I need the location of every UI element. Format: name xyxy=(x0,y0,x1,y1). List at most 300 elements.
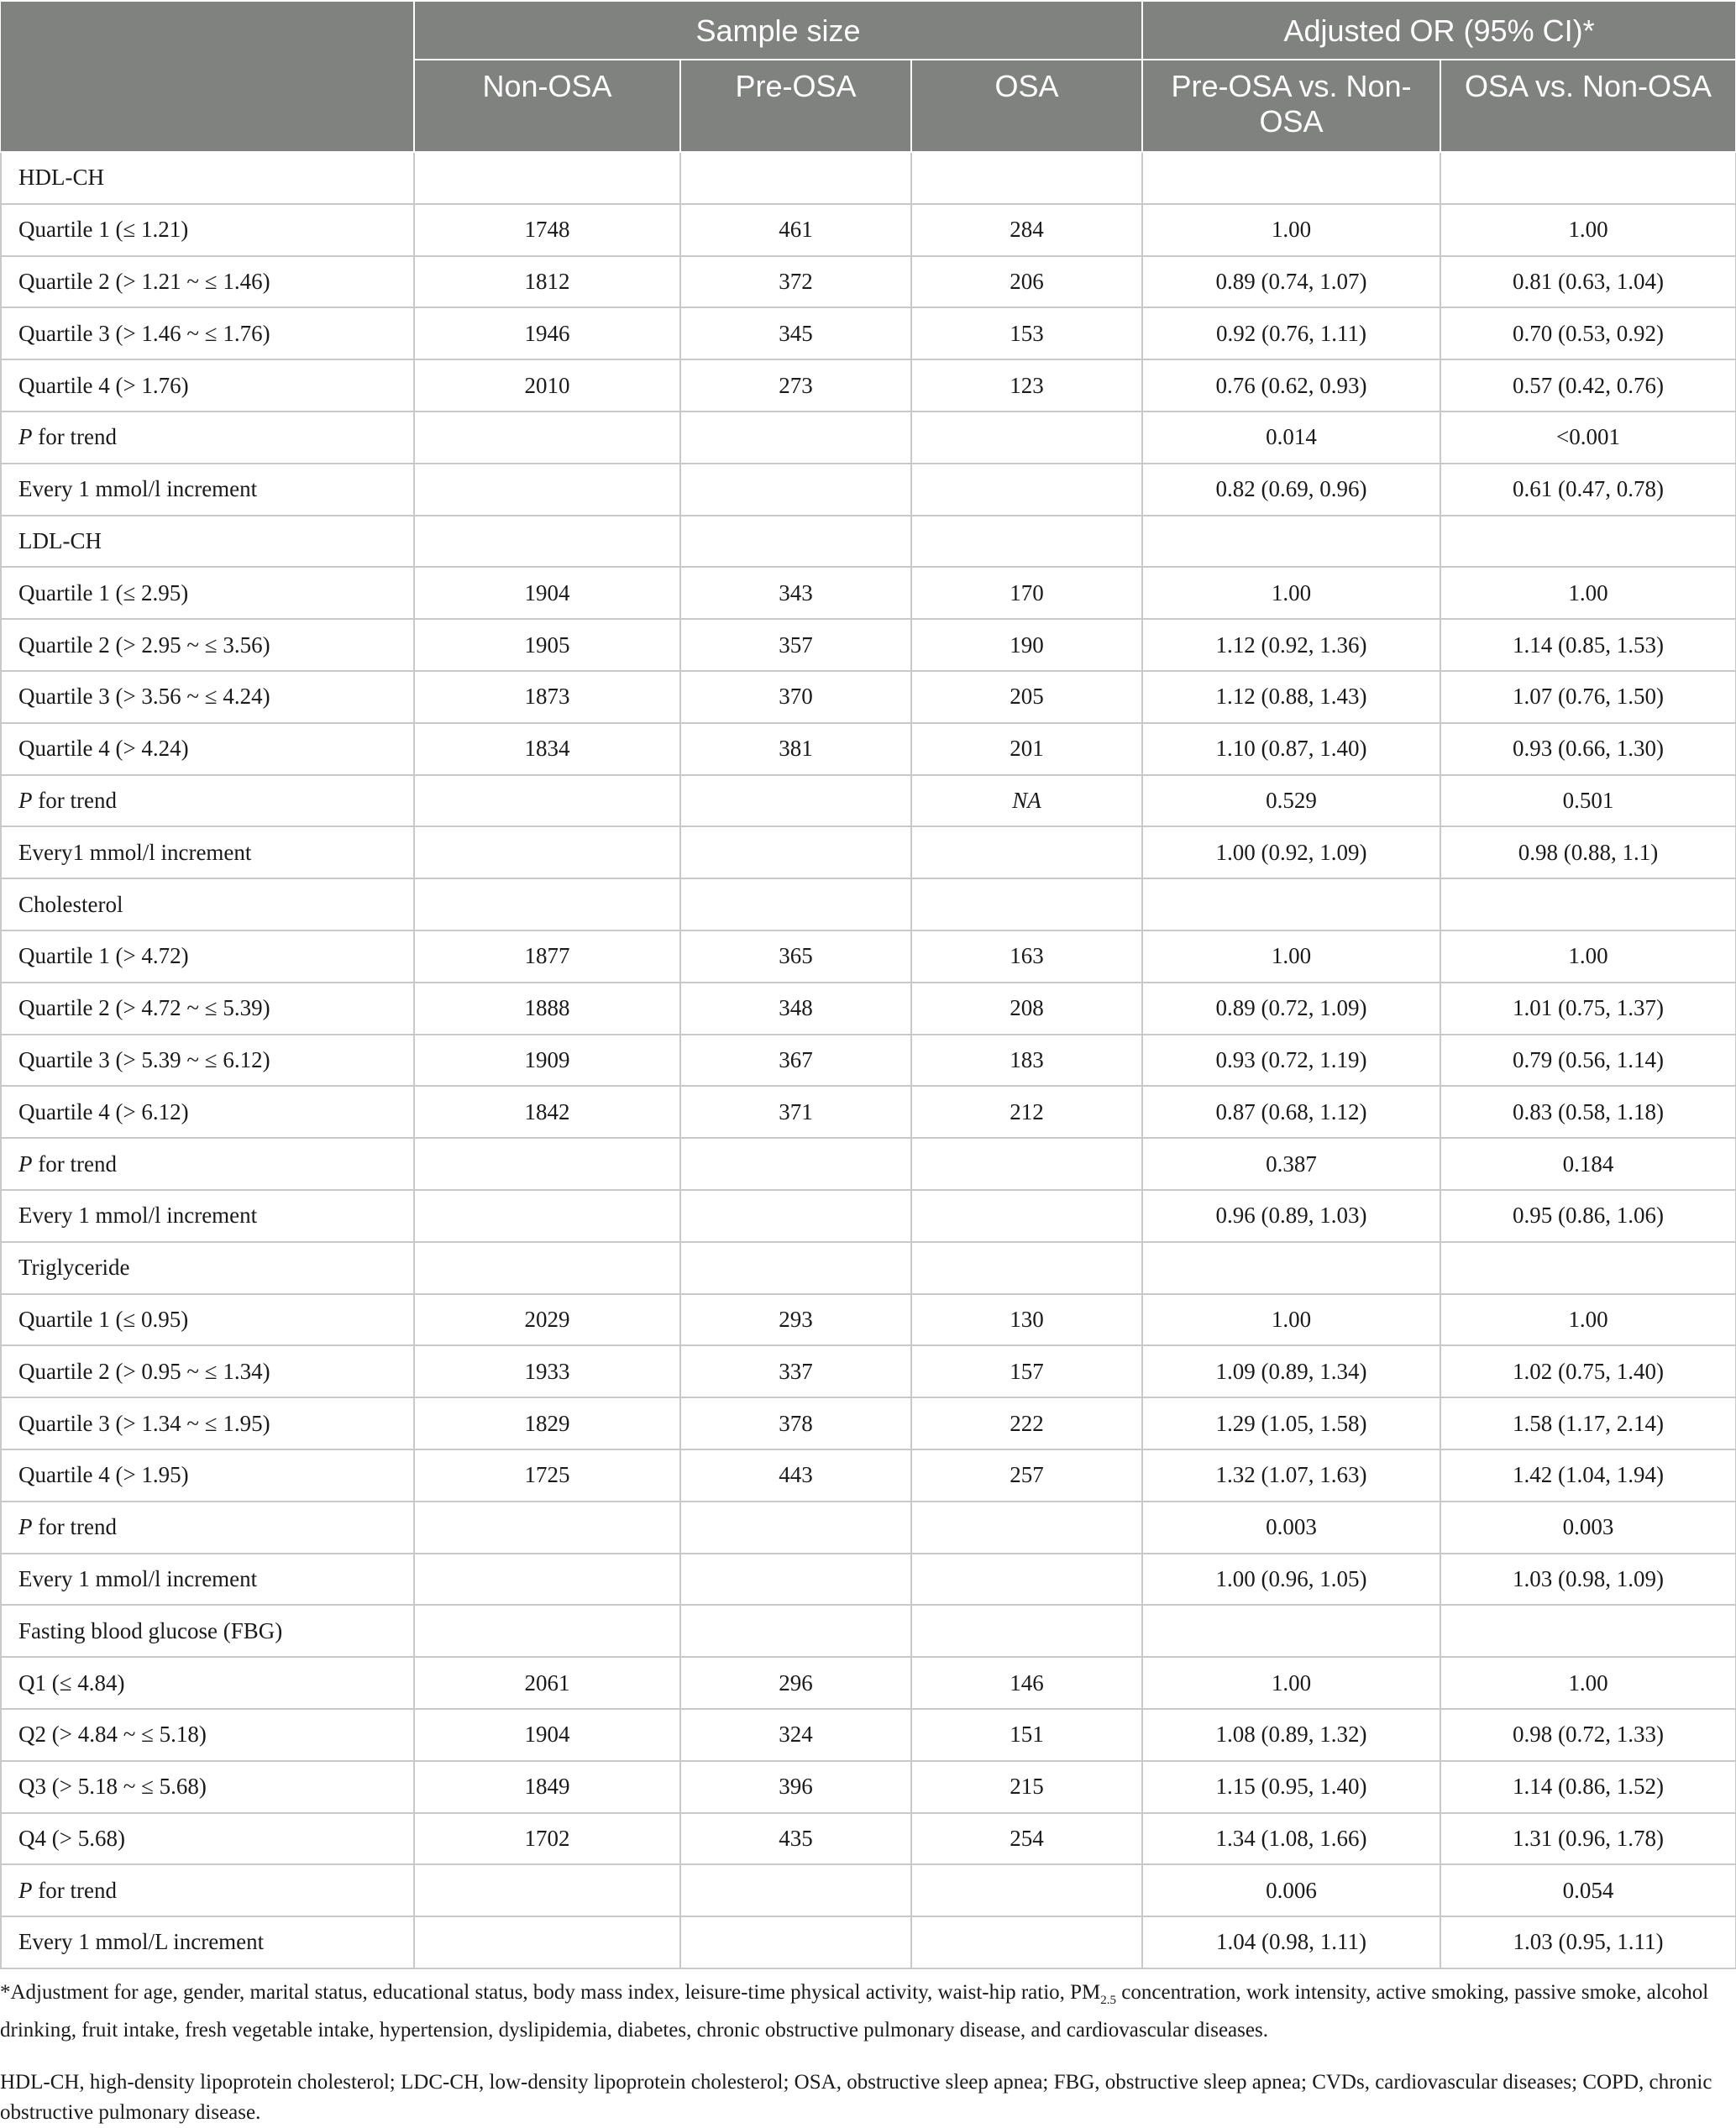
cell-or1 xyxy=(1142,152,1440,204)
cell-non: 1748 xyxy=(414,204,680,256)
cell-or1: 1.00 (0.96, 1.05) xyxy=(1142,1554,1440,1606)
table-row xyxy=(1,516,1736,568)
cell-pre: 348 xyxy=(680,983,911,1035)
row-label-text: for trend xyxy=(32,787,117,813)
table-row xyxy=(1,1813,1736,1865)
row-label-text: Quartile 2 (> 4.72 ~ ≤ 5.39) xyxy=(18,995,270,1021)
cell-osa: 163 xyxy=(911,930,1142,983)
cell-or1: 1.00 xyxy=(1142,567,1440,619)
cell-pre: 371 xyxy=(680,1086,911,1138)
cell-or2: 1.00 xyxy=(1440,204,1736,256)
cell-pre xyxy=(680,516,911,568)
cell-osa: 146 xyxy=(911,1657,1142,1709)
cell-or1: 1.34 (1.08, 1.66) xyxy=(1142,1813,1440,1865)
cell-non xyxy=(414,516,680,568)
cell-or2: 1.14 (0.86, 1.52) xyxy=(1440,1761,1736,1813)
table-row xyxy=(1,1397,1736,1449)
cell-osa: 153 xyxy=(911,307,1142,359)
cell-or1: 0.529 xyxy=(1142,775,1440,827)
cell-osa xyxy=(911,464,1142,516)
cell-osa xyxy=(911,411,1142,464)
table-row xyxy=(1,1916,1736,1968)
cell-or1: 0.387 xyxy=(1142,1138,1440,1190)
cell-or2 xyxy=(1440,878,1736,930)
cell-or2: 0.61 (0.47, 0.78) xyxy=(1440,464,1736,516)
row-label-text: for trend xyxy=(32,424,117,450)
table-body xyxy=(1,152,1736,1968)
row-label-italic: P xyxy=(18,1877,33,1903)
row-label xyxy=(1,1709,414,1761)
table-row xyxy=(1,1554,1736,1606)
row-label xyxy=(1,1657,414,1709)
row-label xyxy=(1,983,414,1035)
cell-osa: 254 xyxy=(911,1813,1142,1865)
cell-or1: 1.12 (0.92, 1.36) xyxy=(1142,619,1440,671)
cell-or1: 0.003 xyxy=(1142,1502,1440,1554)
row-label xyxy=(1,1397,414,1449)
header-pre-vs-non: Pre-OSA vs. Non-OSA xyxy=(1142,60,1440,152)
cell-or1: 1.00 xyxy=(1142,930,1440,983)
row-label xyxy=(1,671,414,723)
row-label-text: Quartile 4 (> 4.24) xyxy=(18,736,189,762)
cell-osa xyxy=(911,1554,1142,1606)
cell-pre: 435 xyxy=(680,1813,911,1865)
cell-osa: 222 xyxy=(911,1397,1142,1449)
row-label xyxy=(1,1190,414,1242)
cell-non: 1909 xyxy=(414,1035,680,1087)
cell-osa xyxy=(911,1916,1142,1968)
cell-or1: 0.82 (0.69, 0.96) xyxy=(1142,464,1440,516)
table-row xyxy=(1,411,1736,464)
row-label-text: Fasting blood glucose (FBG) xyxy=(18,1617,283,1643)
cell-non: 1849 xyxy=(414,1761,680,1813)
cell-non xyxy=(414,1138,680,1190)
cell-pre: 365 xyxy=(680,930,911,983)
cell-non xyxy=(414,1502,680,1554)
cell-or1 xyxy=(1142,878,1440,930)
row-label-text: Quartile 1 (≤ 2.95) xyxy=(18,579,189,605)
row-label xyxy=(1,1813,414,1865)
row-label-text: Every 1 mmol/l increment xyxy=(18,476,258,502)
cell-or1: 1.29 (1.05, 1.58) xyxy=(1142,1397,1440,1449)
cell-or2 xyxy=(1440,152,1736,204)
cell-non xyxy=(414,1190,680,1242)
cell-or2: 1.00 xyxy=(1440,930,1736,983)
cell-pre: 461 xyxy=(680,204,911,256)
abbreviations-note: HDL-CH, high-density lipoprotein cholesterol; LDC-CH, low-density lipoprotein cholesterol; OSA, obstructive sleep apnea; FBG, obstructive sleep apnea; CVDs, cardiovascular diseases; COPD, chronic obstructive pulmonary disease. xyxy=(0,2071,1712,2124)
cell-or2: 1.00 xyxy=(1440,567,1736,619)
cell-or1: 0.96 (0.89, 1.03) xyxy=(1142,1190,1440,1242)
cell-or2: 0.57 (0.42, 0.76) xyxy=(1440,359,1736,411)
cell-non: 1904 xyxy=(414,567,680,619)
cell-pre: 273 xyxy=(680,359,911,411)
cell-non: 1812 xyxy=(414,256,680,308)
cell-non: 1905 xyxy=(414,619,680,671)
row-label-text: Q2 (> 4.84 ~ ≤ 5.18) xyxy=(18,1722,207,1748)
cell-osa: 257 xyxy=(911,1449,1142,1502)
row-label xyxy=(1,204,414,256)
cell-or2: 1.00 xyxy=(1440,1294,1736,1346)
row-label-text: for trend xyxy=(32,1150,117,1177)
cell-or1: 1.09 (0.89, 1.34) xyxy=(1142,1345,1440,1397)
row-label xyxy=(1,516,414,568)
cell-pre: 324 xyxy=(680,1709,911,1761)
cell-or2: 0.98 (0.88, 1.1) xyxy=(1440,826,1736,878)
table-row xyxy=(1,775,1736,827)
cell-pre: 343 xyxy=(680,567,911,619)
table-header xyxy=(1,1,1736,152)
cell-pre: 293 xyxy=(680,1294,911,1346)
table-row xyxy=(1,1035,1736,1087)
table-row xyxy=(1,1502,1736,1554)
table-row xyxy=(1,1709,1736,1761)
adjustment-note-text-2: concentration, work intensity, active smoking, passive smoke, alcohol drinking, fruit intake, fresh vegetable intake, hypertension, dyslipidemia, diabetes, chronic obstructive pulmonary disease, and cardiovascular diseases. xyxy=(0,1981,1709,2042)
row-label xyxy=(1,1605,414,1657)
cell-pre: 296 xyxy=(680,1657,911,1709)
cell-osa: 170 xyxy=(911,567,1142,619)
row-label xyxy=(1,878,414,930)
row-label xyxy=(1,775,414,827)
table-row xyxy=(1,1345,1736,1397)
cell-or2: 0.79 (0.56, 1.14) xyxy=(1440,1035,1736,1087)
cell-or1: 1.00 (0.92, 1.09) xyxy=(1142,826,1440,878)
header-corner xyxy=(1,1,414,152)
cell-or1: 1.04 (0.98, 1.11) xyxy=(1142,1916,1440,1968)
cell-non: 1877 xyxy=(414,930,680,983)
row-label-text: Quartile 3 (> 1.46 ~ ≤ 1.76) xyxy=(18,320,270,346)
cell-pre: 345 xyxy=(680,307,911,359)
row-label xyxy=(1,152,414,204)
adjustment-note xyxy=(0,1978,1713,2046)
cell-or1: 1.00 xyxy=(1142,1294,1440,1346)
cell-or2: 1.31 (0.96, 1.78) xyxy=(1440,1813,1736,1865)
row-label xyxy=(1,307,414,359)
row-label xyxy=(1,1761,414,1813)
cell-pre xyxy=(680,826,911,878)
cell-non xyxy=(414,152,680,204)
row-label-italic: P xyxy=(18,787,33,813)
cell-or1 xyxy=(1142,516,1440,568)
row-label xyxy=(1,1294,414,1346)
table-row xyxy=(1,567,1736,619)
cell-or1: 0.92 (0.76, 1.11) xyxy=(1142,307,1440,359)
cell-osa: NA xyxy=(911,775,1142,827)
cell-or2: 1.58 (1.17, 2.14) xyxy=(1440,1397,1736,1449)
row-label-text: Quartile 4 (> 1.95) xyxy=(18,1462,189,1488)
row-label xyxy=(1,1242,414,1294)
cell-osa xyxy=(911,1190,1142,1242)
cell-pre xyxy=(680,1502,911,1554)
cell-or1: 0.014 xyxy=(1142,411,1440,464)
cell-osa xyxy=(911,516,1142,568)
row-label xyxy=(1,1086,414,1138)
row-label-text: for trend xyxy=(32,1877,117,1903)
row-label-text: LDL-CH xyxy=(18,527,102,553)
row-label-text: HDL-CH xyxy=(18,165,104,191)
table-footnotes xyxy=(0,1978,1713,2128)
row-label-text: Quartile 4 (> 1.76) xyxy=(18,372,189,398)
row-label-text: Quartile 1 (≤ 1.21) xyxy=(18,217,189,243)
row-label xyxy=(1,411,414,464)
cell-osa: 190 xyxy=(911,619,1142,671)
row-label-italic: P xyxy=(18,1514,33,1540)
cell-pre: 370 xyxy=(680,671,911,723)
cell-osa: 157 xyxy=(911,1345,1142,1397)
cell-pre: 357 xyxy=(680,619,911,671)
cell-non: 1842 xyxy=(414,1086,680,1138)
table-row xyxy=(1,152,1736,204)
cell-non xyxy=(414,878,680,930)
table-row xyxy=(1,1449,1736,1502)
cell-non: 1725 xyxy=(414,1449,680,1502)
cell-or1: 1.08 (0.89, 1.32) xyxy=(1142,1709,1440,1761)
header-osa: OSA xyxy=(911,60,1142,152)
cell-or1 xyxy=(1142,1242,1440,1294)
table-row xyxy=(1,826,1736,878)
cell-non: 1904 xyxy=(414,1709,680,1761)
cell-osa: 205 xyxy=(911,671,1142,723)
cell-or1: 1.15 (0.95, 1.40) xyxy=(1142,1761,1440,1813)
cell-or1: 1.00 xyxy=(1142,1657,1440,1709)
row-label-text: Every 1 mmol/L increment xyxy=(18,1929,265,1955)
row-label xyxy=(1,359,414,411)
row-label-text: Quartile 3 (> 3.56 ~ ≤ 4.24) xyxy=(18,684,270,710)
cell-osa: 208 xyxy=(911,983,1142,1035)
cell-pre: 367 xyxy=(680,1035,911,1087)
cell-or1: 0.89 (0.74, 1.07) xyxy=(1142,256,1440,308)
cell-pre xyxy=(680,1605,911,1657)
cell-or2: 0.98 (0.72, 1.33) xyxy=(1440,1709,1736,1761)
table-row xyxy=(1,307,1736,359)
cell-non: 1702 xyxy=(414,1813,680,1865)
table-row xyxy=(1,1190,1736,1242)
row-label-text: Quartile 3 (> 1.34 ~ ≤ 1.95) xyxy=(18,1410,270,1436)
row-label xyxy=(1,826,414,878)
cell-pre xyxy=(680,464,911,516)
cell-non xyxy=(414,1916,680,1968)
cell-or2: 0.81 (0.63, 1.04) xyxy=(1440,256,1736,308)
cell-or2: 1.00 xyxy=(1440,1657,1736,1709)
table-row xyxy=(1,1657,1736,1709)
cell-or2: 0.184 xyxy=(1440,1138,1736,1190)
cell-osa: 183 xyxy=(911,1035,1142,1087)
cell-non: 2029 xyxy=(414,1294,680,1346)
pm-subscript: 2.5 xyxy=(1100,1994,1117,2007)
row-label xyxy=(1,1502,414,1554)
header-osa-vs-non: OSA vs. Non-OSA xyxy=(1440,60,1736,152)
row-label xyxy=(1,1035,414,1087)
cell-osa xyxy=(911,1864,1142,1916)
row-label-text: Quartile 1 (> 4.72) xyxy=(18,943,189,969)
table-row xyxy=(1,1086,1736,1138)
cell-non xyxy=(414,1605,680,1657)
cell-osa xyxy=(911,1605,1142,1657)
cell-pre xyxy=(680,1242,911,1294)
table-row xyxy=(1,1761,1736,1813)
cell-pre xyxy=(680,1190,911,1242)
row-label-italic: P xyxy=(18,1150,33,1177)
table-row xyxy=(1,256,1736,308)
cell-pre: 337 xyxy=(680,1345,911,1397)
cell-or2: 0.95 (0.86, 1.06) xyxy=(1440,1190,1736,1242)
cell-non xyxy=(414,1242,680,1294)
table-row xyxy=(1,359,1736,411)
cell-osa xyxy=(911,826,1142,878)
table-row xyxy=(1,204,1736,256)
cell-or1: 0.76 (0.62, 0.93) xyxy=(1142,359,1440,411)
cell-or1: 0.87 (0.68, 1.12) xyxy=(1142,1086,1440,1138)
cell-osa: 284 xyxy=(911,204,1142,256)
cell-or2 xyxy=(1440,1242,1736,1294)
header-pre-osa: Pre-OSA xyxy=(680,60,911,152)
cell-or1: 1.10 (0.87, 1.40) xyxy=(1142,723,1440,775)
cell-or2: 1.07 (0.76, 1.50) xyxy=(1440,671,1736,723)
row-label-text: Quartile 4 (> 6.12) xyxy=(18,1098,189,1124)
row-label-text: Every 1 mmol/l increment xyxy=(18,1203,258,1229)
header-adjusted-or: Adjusted OR (95% CI)* xyxy=(1142,1,1736,60)
cell-non: 1829 xyxy=(414,1397,680,1449)
row-label-text: Q4 (> 5.68) xyxy=(18,1825,125,1851)
cell-or2 xyxy=(1440,1605,1736,1657)
cell-osa xyxy=(911,878,1142,930)
row-label-text: Quartile 2 (> 0.95 ~ ≤ 1.34) xyxy=(18,1358,270,1384)
cell-pre: 443 xyxy=(680,1449,911,1502)
cell-or2: 0.70 (0.53, 0.92) xyxy=(1440,307,1736,359)
cell-non xyxy=(414,411,680,464)
row-label-text: Quartile 1 (≤ 0.95) xyxy=(18,1306,189,1332)
cell-non: 2010 xyxy=(414,359,680,411)
header-non-osa: Non-OSA xyxy=(414,60,680,152)
table-row xyxy=(1,1864,1736,1916)
row-label xyxy=(1,1554,414,1606)
cell-pre xyxy=(680,878,911,930)
row-label-text: Q3 (> 5.18 ~ ≤ 5.68) xyxy=(18,1774,207,1800)
cell-or1: 1.12 (0.88, 1.43) xyxy=(1142,671,1440,723)
table-row xyxy=(1,671,1736,723)
cell-pre: 378 xyxy=(680,1397,911,1449)
row-label-text: Triglyceride xyxy=(18,1255,130,1281)
cell-osa: 206 xyxy=(911,256,1142,308)
cell-osa: 212 xyxy=(911,1086,1142,1138)
row-label xyxy=(1,1916,414,1968)
cell-non: 2061 xyxy=(414,1657,680,1709)
cell-or2: <0.001 xyxy=(1440,411,1736,464)
cell-non: 1946 xyxy=(414,307,680,359)
row-label xyxy=(1,256,414,308)
cell-pre xyxy=(680,1554,911,1606)
cell-pre xyxy=(680,1138,911,1190)
cell-or1: 0.006 xyxy=(1142,1864,1440,1916)
table-row xyxy=(1,1605,1736,1657)
cell-osa: 123 xyxy=(911,359,1142,411)
row-label-text: Quartile 2 (> 2.95 ~ ≤ 3.56) xyxy=(18,632,270,658)
row-label xyxy=(1,723,414,775)
cell-pre xyxy=(680,775,911,827)
row-label-text: Quartile 2 (> 1.21 ~ ≤ 1.46) xyxy=(18,268,270,294)
row-label xyxy=(1,619,414,671)
cell-non xyxy=(414,1864,680,1916)
cell-or1 xyxy=(1142,1605,1440,1657)
cell-or2: 0.93 (0.66, 1.30) xyxy=(1440,723,1736,775)
row-label xyxy=(1,1138,414,1190)
cell-osa: 201 xyxy=(911,723,1142,775)
cell-or1: 1.00 xyxy=(1142,204,1440,256)
cell-or1: 0.89 (0.72, 1.09) xyxy=(1142,983,1440,1035)
cell-or2: 1.03 (0.95, 1.11) xyxy=(1440,1916,1736,1968)
cell-non xyxy=(414,1554,680,1606)
cell-or2: 1.14 (0.85, 1.53) xyxy=(1440,619,1736,671)
cell-osa: 151 xyxy=(911,1709,1142,1761)
table-row xyxy=(1,723,1736,775)
cell-osa xyxy=(911,1502,1142,1554)
table-row xyxy=(1,878,1736,930)
cell-or2: 0.003 xyxy=(1440,1502,1736,1554)
row-label xyxy=(1,464,414,516)
row-label xyxy=(1,1449,414,1502)
adjustment-note-text: *Adjustment for age, gender, marital status, educational status, body mass index, leisure-time physical activity, waist-hip ratio, PM xyxy=(0,1981,1101,2004)
cell-or2: 0.83 (0.58, 1.18) xyxy=(1440,1086,1736,1138)
cell-pre: 396 xyxy=(680,1761,911,1813)
row-label-text: Cholesterol xyxy=(18,891,123,917)
table-row xyxy=(1,1242,1736,1294)
cell-or1: 0.93 (0.72, 1.19) xyxy=(1142,1035,1440,1087)
cell-non xyxy=(414,775,680,827)
cell-pre xyxy=(680,411,911,464)
cell-pre xyxy=(680,1864,911,1916)
table-row xyxy=(1,1138,1736,1190)
header-sample-size: Sample size xyxy=(414,1,1142,60)
row-label xyxy=(1,1864,414,1916)
cell-or2: 0.501 xyxy=(1440,775,1736,827)
row-label-italic: P xyxy=(18,424,33,450)
cell-or1: 1.32 (1.07, 1.63) xyxy=(1142,1449,1440,1502)
cell-osa: 130 xyxy=(911,1294,1142,1346)
cell-non xyxy=(414,826,680,878)
table-row xyxy=(1,619,1736,671)
cell-non: 1873 xyxy=(414,671,680,723)
row-label-text: for trend xyxy=(32,1514,117,1540)
cell-pre xyxy=(680,152,911,204)
row-label-text: Q1 (≤ 4.84) xyxy=(18,1669,125,1696)
table-row xyxy=(1,1294,1736,1346)
cell-non: 1834 xyxy=(414,723,680,775)
cell-pre: 381 xyxy=(680,723,911,775)
cell-osa: 215 xyxy=(911,1761,1142,1813)
row-label xyxy=(1,1345,414,1397)
table-row xyxy=(1,983,1736,1035)
cell-pre: 372 xyxy=(680,256,911,308)
cell-or2 xyxy=(1440,516,1736,568)
row-label-text: Every 1 mmol/l increment xyxy=(18,1565,258,1591)
table-row xyxy=(1,930,1736,983)
cell-or2: 0.054 xyxy=(1440,1864,1736,1916)
row-label-text: Every1 mmol/l increment xyxy=(18,839,252,865)
cell-or2: 1.42 (1.04, 1.94) xyxy=(1440,1449,1736,1502)
cell-non: 1933 xyxy=(414,1345,680,1397)
cell-or2: 1.01 (0.75, 1.37) xyxy=(1440,983,1736,1035)
table-row xyxy=(1,464,1736,516)
cell-osa xyxy=(911,152,1142,204)
cell-pre xyxy=(680,1916,911,1968)
row-label xyxy=(1,567,414,619)
row-label xyxy=(1,930,414,983)
row-label-text: Quartile 3 (> 5.39 ~ ≤ 6.12) xyxy=(18,1046,270,1072)
cell-osa xyxy=(911,1138,1142,1190)
cell-non: 1888 xyxy=(414,983,680,1035)
cell-non xyxy=(414,464,680,516)
cell-osa xyxy=(911,1242,1142,1294)
cell-or2: 1.02 (0.75, 1.40) xyxy=(1440,1345,1736,1397)
